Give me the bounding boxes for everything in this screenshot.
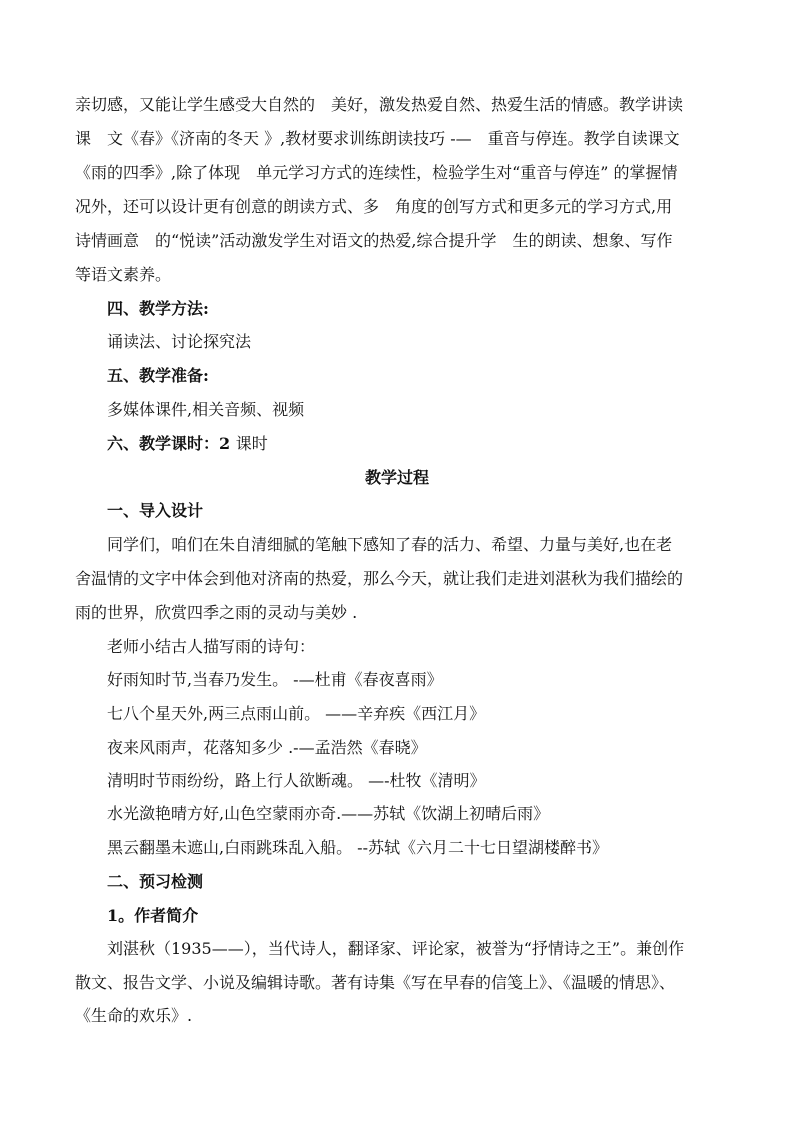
part2-heading: 二、预习检测 [107, 872, 204, 891]
author-bio-line-2: 散文、报告文学、小说及编辑诗歌。著有诗集《写在早春的信笺上》、《温暖的情思》、 [75, 973, 676, 992]
intro-line-1: 亲切感，又能让学生感受大自然的 美好，激发热爱自然、热爱生活的情感。教学讲读 [75, 95, 684, 114]
poem-line: 好雨知时节,当春乃发生。 -—杜甫《春夜喜雨》 [107, 670, 443, 689]
part1-paragraph-line-3: 雨的世界，欣赏四季之雨的灵动与美妙 . [75, 603, 358, 622]
poem-line: 清明时节雨纷纷，路上行人欲断魂。 —-杜牧《清明》 [107, 771, 486, 790]
part1-heading: 一、导入设计 [107, 501, 204, 520]
poem-line: 七八个星天外,两三点雨山前。 ——辛弃疾《西江月》 [107, 704, 486, 723]
intro-line-3: 《雨的四季》,除了体现 单元学习方式的连续性，检验学生对“重音与停连” 的掌握情 [75, 163, 678, 182]
author-bio-line-1: 刘湛秋（1935——），当代诗人，翻译家、评论家，被誉为“抒情诗之王”。兼创作 [107, 939, 685, 958]
poem-line: 黑云翻墨未遮山,白雨跳珠乱入船。 --苏轼《六月二十七日望湖楼醉书》 [107, 838, 608, 857]
part1-paragraph-line-2: 舍温情的文字中体会到他对济南的热爱，那么今天，就让我们走进刘湛秋为我们描绘的 [75, 569, 684, 588]
poems-intro: 老师小结古人描写雨的诗句： [107, 637, 316, 656]
intro-line-4: 况外，还可以设计更有创意的朗读方式、多 角度的创写方式和更多元的学习方式,用 [75, 197, 673, 216]
hours-unit: 课时 [235, 434, 268, 453]
intro-line-2: 课 文《春》《济南的冬天 》,教材要求训练朗读技巧 -— 重音与停连。教学自读课文 [75, 129, 680, 148]
hours-label: 六、教学课时：2 [107, 434, 236, 453]
part1-paragraph-line-1: 同学们，咱们在朱自清细腻的笔触下感知了春的活力、希望、力量与美好,也在老 [107, 535, 673, 554]
intro-line-5: 诗情画意 的“悦读”活动激发学生对语文的热爱,综合提升学 生的朗读、想象、写作 [75, 231, 673, 250]
author-bio-line-3: 《生命的欢乐》. [75, 1006, 193, 1025]
part2-subheading: 1。作者简介 [107, 906, 199, 925]
section-heading-preparation: 五、教学准备: [107, 366, 209, 385]
section-heading-methods: 四、教学方法: [107, 299, 209, 318]
process-title: 教学过程 [364, 468, 429, 487]
intro-line-6: 等语文素养。 [75, 265, 172, 284]
poem-line: 夜来风雨声，花落知多少 .-—孟浩然《春晓》 [107, 738, 427, 757]
section-content-methods: 诵读法、讨论探究法 [107, 332, 252, 351]
section-content-preparation: 多媒体课件,相关音频、视频 [107, 400, 305, 419]
section-heading-hours [107, 433, 757, 455]
poem-line: 水光潋艳晴方好,山色空蒙雨亦奇.——苏轼《饮湖上初晴后雨》 [107, 804, 550, 823]
